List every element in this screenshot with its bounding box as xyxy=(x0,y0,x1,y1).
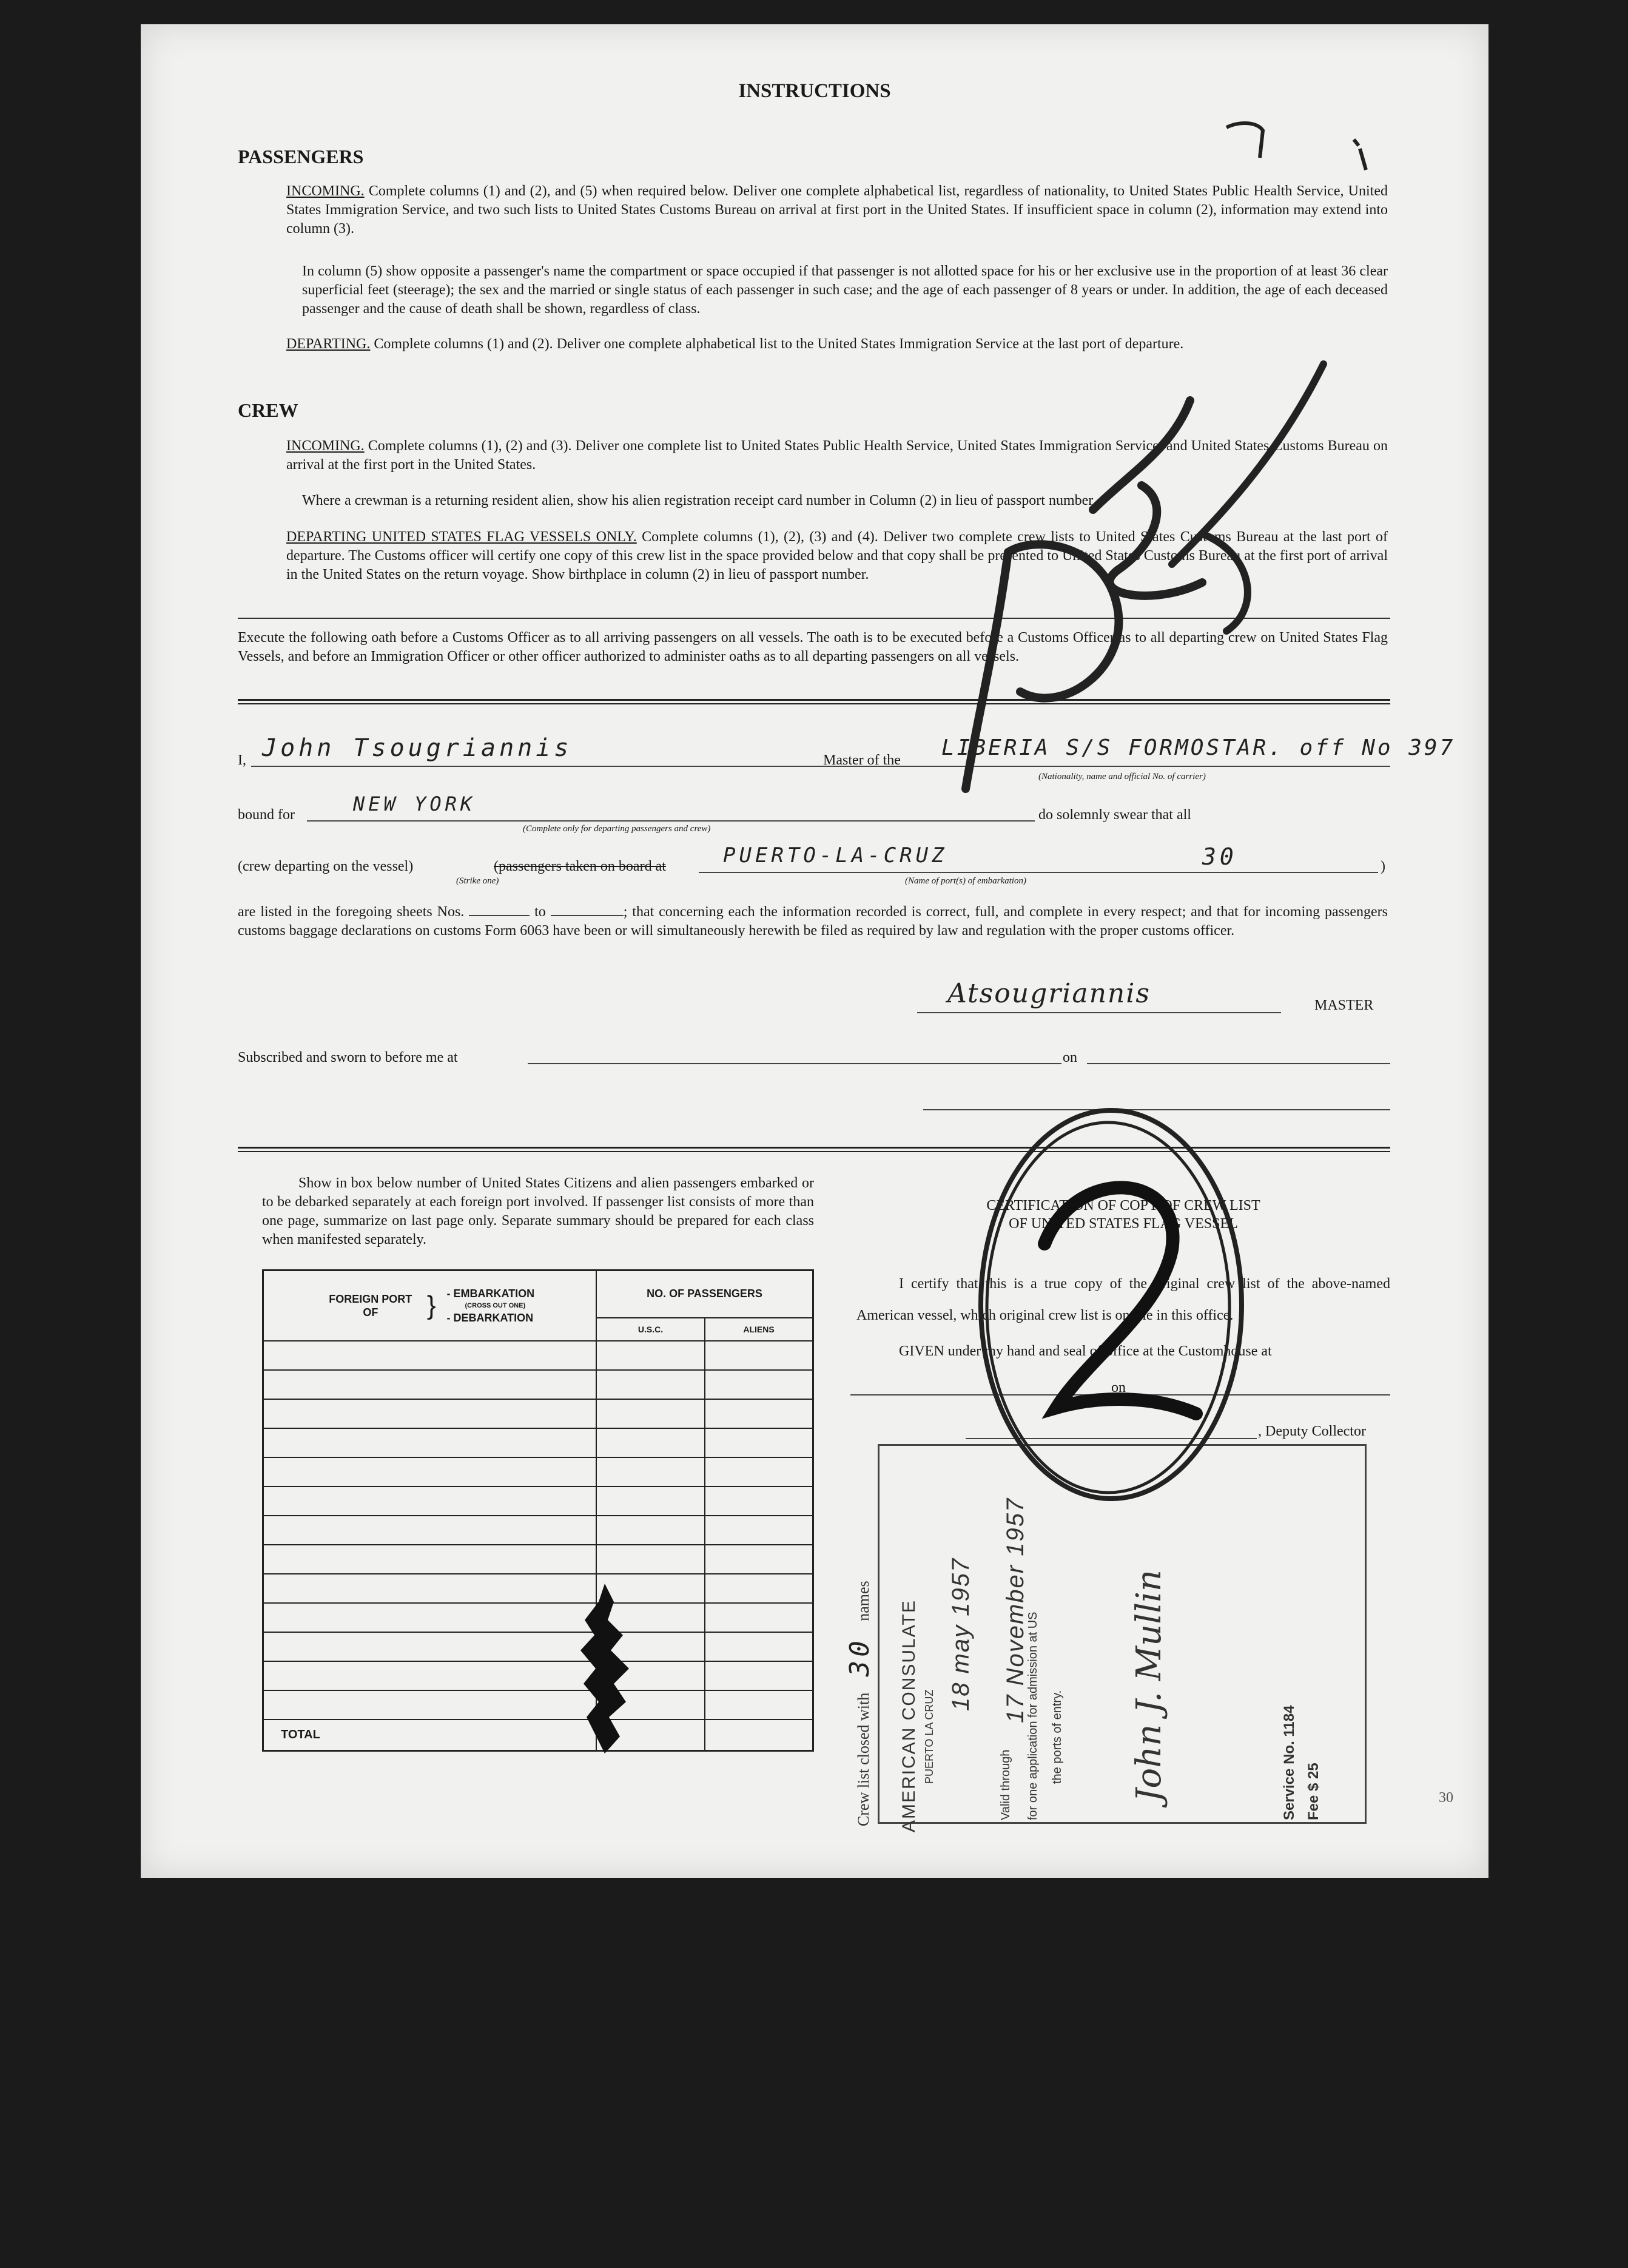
crew-incoming-label: INCOMING. xyxy=(286,438,365,454)
table-row xyxy=(263,1574,813,1603)
crew-count: 30 xyxy=(1202,843,1237,870)
subscribed-place-line xyxy=(528,1063,1061,1064)
no-passengers-header: NO. OF PASSENGERS xyxy=(596,1271,813,1318)
column5-text: In column (5) show opposite a passenger's name the compartment or space occupied if that passenger is not allotted space for his or her exclusive use in the proportion of at least 36 clear superficial feet (steerage); the sex and the married or single status of each passenger in such case; and the age of each passenger of 8 years or under. In addition, the age of each deceased passenger and the cause of death shall be shown, regardless of class. xyxy=(302,263,1388,317)
table-row xyxy=(263,1690,813,1720)
visa-application-text: for one application for admission at US xyxy=(1026,1612,1040,1820)
circled-number-annotation xyxy=(954,1092,1269,1517)
consul-signature: John J. Mullin xyxy=(1129,1569,1169,1802)
page-mark: 30 xyxy=(1439,1790,1453,1806)
master-name: John Tsougriannis xyxy=(262,734,573,762)
visa-date-2: 17 November 1957 xyxy=(1002,1497,1029,1723)
strike-one-caption: (Strike one) xyxy=(456,876,499,886)
listed-b: ; that concerning each the information recorded is correct, full, and complete in every respect; and that for incoming passengers customs baggage declarations on customs Form 6063 have been or will simultaneously herewith be filed as required by law and regulation with the proper customs officer. xyxy=(238,904,1388,939)
port-caption: (Name of port(s) of embarkation) xyxy=(905,876,1026,886)
sheet-to-line xyxy=(551,903,624,916)
swear-label: do solemnly swear that all xyxy=(1038,807,1191,823)
destination-caption: (Complete only for departing passengers and crew) xyxy=(523,824,711,834)
large-handwritten-number xyxy=(887,352,1348,825)
passengers-departing-text: Complete columns (1) and (2). Deliver one complete alphabetical list to the United States Immigration Service at the last port of departure. xyxy=(374,336,1184,352)
usc-header: U.S.C. xyxy=(596,1318,705,1341)
crew-departing-label: (crew departing on the vessel) xyxy=(238,859,414,874)
port-line xyxy=(699,872,1378,873)
listed-paragraph xyxy=(238,903,1388,940)
crew-departing-text: Complete columns (1), (2), (3) and (4). Deliver two complete crew lists to United States Customs Bureau at the last port of departure. The Customs officer will certify one copy of this crew list in the space provided below and that copy shall be presented to United States Customs Bureau at the first port of arrival in the United States on the return voyage. Show birthplace in column (2) in lieu of passport number. xyxy=(286,529,1388,582)
document-page xyxy=(141,24,1488,1878)
debarkation-label: - DEBARKATION xyxy=(446,1311,534,1324)
page-title: INSTRUCTIONS xyxy=(738,80,891,102)
embarkation-port: PUERTO-LA-CRUZ xyxy=(723,843,948,868)
passengers-taken-text: (passengers taken on board at xyxy=(494,859,666,874)
table-row xyxy=(263,1545,813,1574)
certification-on: on xyxy=(1111,1380,1126,1396)
subscribed-label: Subscribed and sworn to before me at xyxy=(238,1050,458,1065)
foreign-port-label: FOREIGN PORT OF xyxy=(329,1292,412,1318)
certification-text: I certify that this is a true copy of the original crew list of the above-named American vessel, which original crew list is on file in this office. xyxy=(856,1276,1390,1323)
visa-valid xyxy=(999,1750,1013,1820)
cross-out-label: (CROSS OUT ONE) xyxy=(465,1301,526,1309)
vessel-name: LIBERIA S/S FORMOSTAR. off No 397 xyxy=(941,735,1456,760)
summary-text: Show in box below number of United States Citizens and alien passengers embarked or to be debarked separately at each foreign port involved. If passenger list consists of more than one page, summarize on last page only. Separate summary should be prepared for each class when manifested separately. xyxy=(262,1175,814,1247)
corner-mark xyxy=(1214,97,1396,182)
master-signature: Atsougriannis xyxy=(947,978,1151,1009)
subscribed-on-label: on xyxy=(1063,1050,1077,1065)
master-signature-line xyxy=(917,1012,1281,1013)
service-number-text: Service No. 1184 xyxy=(1281,1705,1297,1820)
table-row xyxy=(263,1457,813,1487)
passengers-column5 xyxy=(302,262,1388,319)
crew-list-closed-stamp xyxy=(844,1581,875,1826)
master-label: MASTER xyxy=(1314,997,1374,1013)
subscribed-date-line xyxy=(1087,1063,1390,1064)
close-paren: ) xyxy=(1381,859,1385,874)
passengers-taken-label xyxy=(494,859,666,875)
crew-resident-text: Where a crewman is a returning resident alien, show his alien registration receipt card number in Column (2) in lieu of passport number. xyxy=(302,493,1096,508)
brace: } xyxy=(426,1290,436,1320)
table-row xyxy=(263,1341,813,1370)
visa-ports-text: the ports of entry. xyxy=(1051,1690,1064,1784)
vessel-caption: (Nationality, name and official No. of carrier) xyxy=(1038,772,1206,781)
master-of-label: Master of the xyxy=(823,752,901,768)
table-row xyxy=(263,1399,813,1428)
deputy-collector-label: , Deputy Collector xyxy=(1258,1423,1366,1439)
passengers-departing xyxy=(286,335,1388,354)
table-row xyxy=(263,1632,813,1661)
service-number xyxy=(1281,1706,1298,1820)
table-row xyxy=(263,1603,813,1632)
certification-title-2: OF UNITED STATES FLAG VESSEL xyxy=(1009,1216,1238,1232)
summary-instructions xyxy=(262,1174,814,1249)
table-row xyxy=(263,1516,813,1545)
table-row xyxy=(263,1428,813,1457)
crew-departing-label: DEPARTING UNITED STATES FLAG VESSELS ONLY. xyxy=(286,529,637,545)
crew-list-count: 30 xyxy=(844,1637,875,1677)
table-row xyxy=(263,1487,813,1516)
table-row xyxy=(263,1661,813,1690)
oath-i: I, xyxy=(238,752,246,768)
certification-title-1: CERTIFICATION OF COPY OF CREW LIST xyxy=(986,1198,1260,1213)
certification-given: GIVEN under my hand and seal of office at the Customhouse at xyxy=(899,1343,1272,1359)
bound-for-label: bound for xyxy=(238,807,295,823)
passengers-heading: PASSENGERS xyxy=(238,146,364,167)
consulate-place: PUERTO LA CRUZ xyxy=(923,1689,935,1784)
oath-execute-text: Execute the following oath before a Customs Officer as to all arriving passengers on all vessels. The oath is to be executed before a Customs Officer as to all departing crew on United States Flag Vessels, and before an Immigration Officer or other officer authorized to administer oaths as to all departing passengers on all vessels. xyxy=(238,630,1388,664)
visa-date-1: 18 may 1957 xyxy=(947,1557,974,1711)
passengers-incoming-label: INCOMING. xyxy=(286,183,365,199)
visa-valid-text: Valid through xyxy=(999,1749,1012,1820)
passengers-incoming xyxy=(286,182,1388,238)
total-label: TOTAL xyxy=(263,1720,597,1751)
table-row xyxy=(263,1370,813,1399)
crew-heading: CREW xyxy=(238,399,298,421)
passengers-departing-label: DEPARTING. xyxy=(286,336,371,352)
foreign-port-header xyxy=(263,1271,597,1341)
aliens-header: ALIENS xyxy=(705,1318,813,1341)
embarkation-label: - EMBARKATION xyxy=(446,1287,535,1300)
ink-blot xyxy=(571,1578,638,1760)
fee-text: Fee $ 25 xyxy=(1305,1763,1322,1820)
total-row xyxy=(263,1720,813,1751)
crew-incoming-text: Complete columns (1), (2) and (3). Deliver one complete list to United States Public Health Service, United States Immigration Service, and United States Customs Bureau on arrival at the first port in the United States. xyxy=(286,438,1388,473)
sheet-from-line xyxy=(469,903,530,916)
passenger-summary-table xyxy=(262,1269,814,1752)
destination: NEW YORK xyxy=(353,792,476,815)
crew-list-closed-text: Crew list closed with xyxy=(855,1692,872,1826)
listed-to: to xyxy=(534,904,546,920)
listed-a: are listed in the foregoing sheets Nos. xyxy=(238,904,465,920)
passengers-incoming-text: Complete columns (1) and (2), and (5) when required below. Deliver one complete alphabetical list, regardless of nationality, to United States Public Health Service, United States Immigration Service, and two such lists to United States Customs Bureau on arrival at first port in the United States. If insufficient space in column (2), information may extend into column (3). xyxy=(286,183,1388,237)
names-text: names xyxy=(855,1581,872,1621)
consulate-name: AMERICAN CONSULATE xyxy=(899,1599,919,1832)
